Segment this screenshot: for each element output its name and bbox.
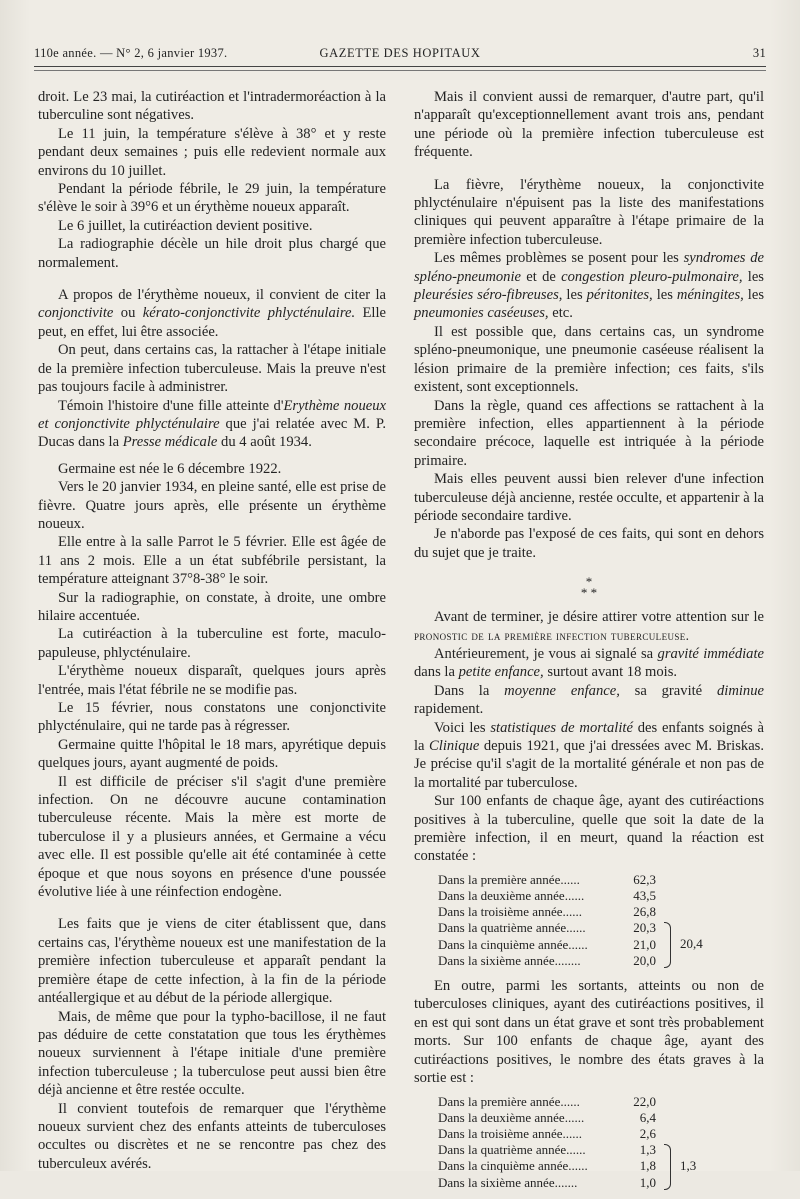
italic-term: Presse médicale [122, 434, 218, 451]
paragraph: En outre, parmi les sortants, atteints ou non de tuberculoses cliniques, ayant des cutiréactions positives, il en est qui sont dans un état grave et sont très probablement morts. Sur 100 enfants de chaque âge, ayant des cutiréactions positives, le nombre des états graves à la sortie est : [414, 978, 764, 1087]
table-row [438, 1094, 764, 1110]
paragraph: L'érythème noueux disparaît, quelques jours après l'entrée, mais l'état fébrile ne se modifie pas. [38, 663, 386, 698]
row-label: Dans la deuxième année...... [438, 888, 585, 904]
paragraph: Il est possible que, dans certains cas, un syndrome spléno-pneumonique, une pneumonie caséeuse réalisent la lésion primaire de la première infection; ces faits, s'ils existent, sont exceptionnels. [414, 323, 764, 396]
paragraph: La cutiréaction à la tuberculine est forte, maculo-papuleuse, phlycténulaire. [38, 626, 386, 661]
row-value: 6,4 [639, 1109, 656, 1125]
paragraph: droit. Le 23 mai, la cutiréaction et l'intradermoréaction à la tuberculine sont négatives. [38, 89, 386, 124]
section-separator [414, 574, 764, 601]
mortality-table [438, 872, 764, 969]
text-run: du 4 août 1934. [217, 434, 312, 451]
table-row [438, 904, 764, 920]
italic-term: statistiques de mortalité [490, 719, 633, 736]
left-column [38, 88, 386, 1173]
text-run: que j'ai relatée avec M. P. Ducas dans la [38, 415, 386, 451]
italic-term: Clinique [429, 738, 480, 754]
italic-term: Erythème noueux et conjonctivite phlycténulaire [38, 397, 386, 432]
italic-term: syndromes de spléno-pneumonie [414, 250, 764, 285]
italic-term: gravité immédiate [657, 645, 765, 662]
text-run: A propos de l'érythème noueux, il convient de citer la [58, 287, 386, 304]
group-average: 20,4 [680, 935, 703, 951]
text-run: des enfants soignés à la [414, 719, 764, 754]
table-row [438, 872, 764, 888]
row-value: 62,3 [633, 871, 656, 887]
paragraph [414, 249, 764, 323]
paragraph [414, 719, 764, 793]
paragraph: Sur 100 enfants de chaque âge, ayant des cutiréactions positives à la tuberculine, quelle que soit la date de la première infection, il en meurt, quand la réaction est constatée : [414, 793, 764, 865]
text-run: les [652, 287, 677, 304]
paragraph [38, 286, 386, 341]
paragraph: Le 15 février, nous constatons une conjonctivite phlycténulaire, qui ne tarde pas à régresser. [38, 700, 386, 735]
row-label: Dans la cinquième année...... [438, 1158, 588, 1174]
grouping-brace [664, 1144, 671, 1190]
running-header [34, 46, 766, 64]
italic-term: pneumonies caséeuses, [414, 305, 549, 322]
paragraph: La radiographie décèle un hile droit plus chargé que normalement. [38, 236, 386, 271]
row-label: Dans la première année...... [438, 871, 580, 887]
text-run: et de [521, 268, 562, 285]
paragraph [414, 682, 764, 719]
italic-term: péritonites, [586, 287, 653, 304]
italic-term: petite enfance, [458, 664, 544, 681]
right-column [414, 88, 764, 1199]
table-row [438, 1158, 764, 1174]
paragraph: Il est difficile de préciser s'il s'agit d'une première infection. On ne découvre aucune contamination tuberculeuse récente. Mais la mère est morte de tuberculose il y a plusieurs années, et Germaine a vécu avec elle. Il est possible qu'elle ait été contaminée à cette époque et que nous soyons en présence d'une poussée évolutive liée à une réinfection endogène. [38, 773, 386, 901]
row-value: 1,0 [639, 1174, 656, 1190]
row-value: 22,0 [633, 1093, 656, 1109]
severity-table [438, 1094, 764, 1191]
text-run: surtout avant 18 mois. [543, 664, 678, 681]
paragraph: On peut, dans certains cas, la rattacher à l'étape initiale de la première infection tuberculeuse. Mais la preuve n'est pas toujours facile à administrer. [38, 342, 386, 396]
paragraph: Le 6 juillet, la cutiréaction devient positive. [58, 217, 313, 234]
text-run: Elle peut, en effet, lui être associée. [38, 305, 387, 340]
italic-term: diminue [716, 682, 764, 699]
paragraph: Pendant la période fébrile, le 29 juin, la température s'élève le soir à 39°6 et un érythème noueux apparaît. [38, 181, 386, 216]
row-value: 21,0 [633, 936, 656, 952]
paragraph: Mais il convient aussi de remarquer, d'autre part, qu'il n'apparaît qu'exceptionnellement avant trois ans, pendant une période où la première infection tuberculeuse est fréquente. [414, 89, 764, 161]
paragraph: Il convient toutefois de remarquer que l'érythème noueux survient chez des enfants atteints de tuberculoses occultes ou discrètes et ne se rencontre pas chez des tuberculeux avérés. [38, 1100, 386, 1172]
row-value: 2,6 [639, 1125, 656, 1141]
text-run: depuis 1921, que j'ai dressées avec M. Briskas. Je précise qu'il s'agit de la mortalité générale et non pas de la mortalité par tuberculose. [414, 738, 764, 791]
text-run: Témoin l'histoire d'une fille atteinte d' [58, 397, 284, 414]
group-average: 1,3 [680, 1157, 697, 1173]
paragraph: Je n'aborde pas l'exposé de ces faits, qui sont en dehors du sujet que je traite. [414, 526, 764, 561]
paragraph: Dans la règle, quand ces affections se rattachent à la première infection, elles appartiennent à la période secondaire précoce, laquelle est intriquée à la période primaire. [414, 397, 764, 469]
italic-term: kérato-conjonctivite phlycténulaire. [142, 305, 356, 322]
row-label: Dans la troisième année...... [438, 904, 583, 920]
grouping-brace [664, 922, 671, 968]
header-rule-thin [34, 70, 766, 71]
italic-term: congestion pleuro-pulmonaire, [561, 268, 743, 285]
row-label: Dans la troisième année...... [438, 1125, 583, 1141]
row-value: 1,8 [639, 1158, 656, 1174]
table-row [438, 920, 764, 936]
separator-stars: * * [580, 585, 598, 601]
page-number: 31 [752, 46, 766, 60]
paragraph: Le 11 juin, la température s'élève à 38° et y reste pendant deux semaines ; puis elle redevient normale aux environs du 10 juillet. [38, 125, 386, 179]
table-row [438, 1126, 764, 1142]
table-row [438, 1142, 764, 1158]
paragraph: La fièvre, l'érythème noueux, la conjonctivite phlycténulaire n'épuisent pas la liste des manifestations cliniques qui peuvent apparaître à l'étape primaire de la première infection tuberculeuse. [414, 176, 764, 248]
text-run: Avant de terminer, je désire attirer votre attention sur le [434, 609, 764, 626]
row-value: 43,5 [633, 888, 656, 904]
row-label: Dans la cinquième année...... [438, 936, 588, 952]
paragraph: Germaine quitte l'hôpital le 18 mars, apyrétique depuis quelques jours, ayant augmenté de poids. [38, 736, 386, 772]
text-run: etc. [548, 305, 573, 322]
paragraph [414, 608, 764, 645]
paragraph: Mais elles peuvent aussi bien relever d'une infection tuberculeuse déjà ancienne, restée occulte, et appartenir à la période secondaire tardive. [414, 471, 764, 524]
text-run: les [562, 287, 587, 304]
table-row [438, 1110, 764, 1126]
row-label: Dans la première année...... [438, 1093, 580, 1109]
table-row [438, 1175, 764, 1191]
text-run: sa gravité [619, 682, 717, 699]
italic-term: pleurésies séro-fibreuses, [414, 287, 563, 304]
separator-star: * [585, 574, 593, 590]
row-value: 20,0 [633, 952, 656, 968]
italic-term: conjonctivite [38, 305, 114, 322]
table-row [438, 953, 764, 969]
text-run: Les mêmes problèmes se posent pour les [434, 250, 684, 267]
paragraph [414, 645, 764, 682]
row-value: 26,8 [633, 904, 656, 920]
italic-term: moyenne enfance, [504, 682, 620, 699]
paragraph [38, 397, 386, 452]
paragraph: Mais, de même que pour la typho-bacillose, il ne faut pas déduire de cette constatation que tous les érythèmes noueux surviennent à l'étape initiale d'une première infection tuberculeuse ; la tuberculose peut aussi bien être déjà ancienne et être restée occulte. [38, 1008, 386, 1099]
paragraph: Vers le 20 janvier 1934, en pleine santé, elle est prise de fièvre. Quatre jours après, elle présente un érythème noueux. [38, 479, 386, 532]
journal-title: GAZETTE DES HOPITAUX [319, 46, 481, 60]
text-run: les [743, 287, 764, 304]
text-run: ou [113, 305, 143, 322]
table-row [438, 937, 764, 953]
row-label: Dans la deuxième année...... [438, 1109, 585, 1125]
paragraph: Elle entre à la salle Parrot le 5 février. Elle est âgée de 11 ans 2 mois. Elle a un état subfébrile persistant, la température atteignant 37°8-38° le soir. [38, 534, 386, 588]
text-run: Antérieurement, je vous ai signalé sa [434, 645, 658, 662]
text-run: rapidement. [414, 701, 484, 718]
row-label: Dans la sixième année....... [438, 1174, 578, 1190]
text-run: dans la [414, 664, 459, 681]
issue-line: 110e année. — N° 2, 6 janvier 1937. [34, 46, 228, 60]
italic-term: méningites, [676, 287, 744, 304]
row-label: Dans la sixième année........ [438, 952, 581, 968]
table-row [438, 888, 764, 904]
paragraph: Les faits que je viens de citer établissent que, dans certains cas, l'érythème noueux est une manifestation de la première infection tuberculeuse et apparaît pendant la première étape de cette infection, à la fin de la période antéallergique et au début de la période allergique. [38, 916, 386, 1007]
text-run: Dans la [434, 682, 505, 699]
row-label: Dans la quatrième année...... [438, 920, 586, 936]
row-value: 1,3 [639, 1142, 656, 1158]
small-caps-heading: pronostic de la première infection tuberculeuse. [414, 627, 690, 643]
text-run: les [742, 268, 764, 285]
text-run: Voici les [434, 719, 491, 736]
row-value: 20,3 [633, 920, 656, 936]
row-label: Dans la quatrième année...... [438, 1142, 586, 1158]
paragraph: Germaine est née le 6 décembre 1922. [58, 460, 282, 477]
paragraph: Sur la radiographie, on constate, à droite, une ombre hilaire accentuée. [38, 589, 386, 624]
header-rule [34, 66, 766, 67]
